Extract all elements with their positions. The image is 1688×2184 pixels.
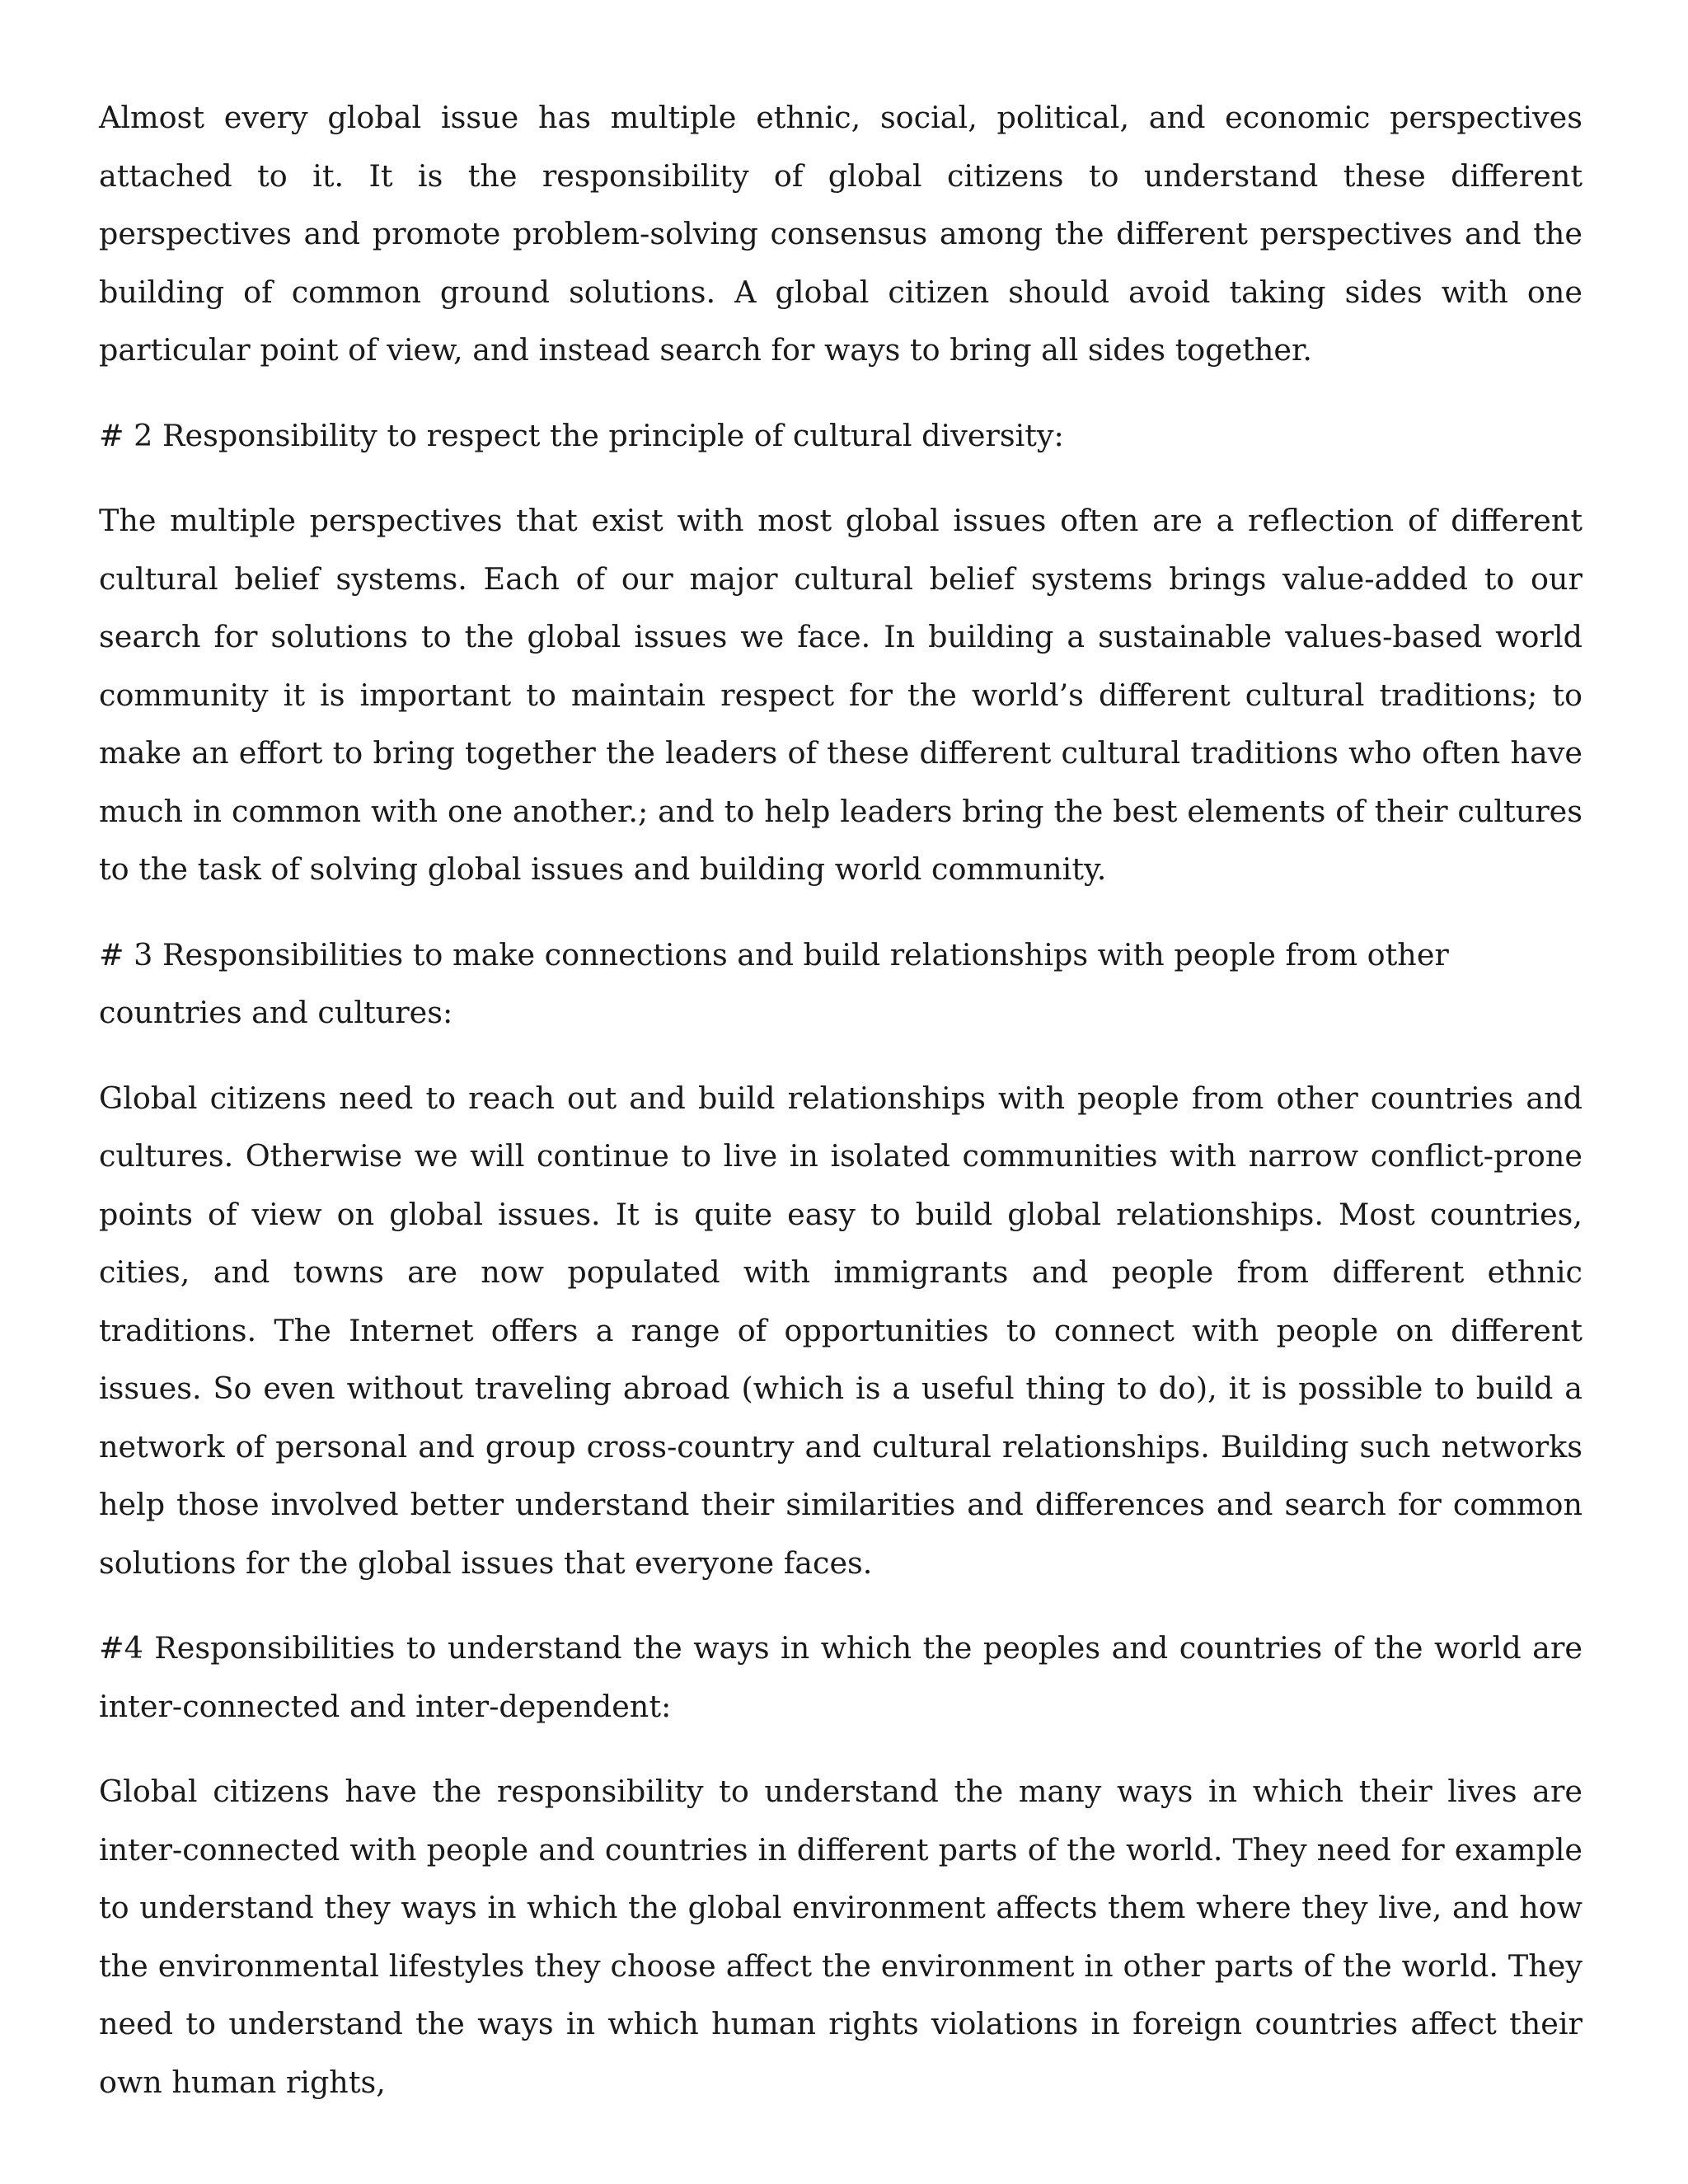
paragraph-connections: Global citizens need to reach out and build relationships with people from other countries and cultures. Otherwise we will continue to live in isolated communities with narrow conflict-prone points of view on global issues. It is quite easy to build global relationships. Most countries, cities, and towns are now populated with immigrants and people from different ethnic traditions. The Internet offers a range of opportunities to connect with people on different issues. So even without traveling abroad (which is a useful thing to do), it is possible to build a network of personal and group cross-country and cultural relationships. Building such networks help those involved better understand their similarities and differences and search for common solutions for the global issues that everyone faces. — [99, 1080, 1582, 1581]
heading-connections: # 3 Responsibilities to make connections and build relationships with people from other countries and cultures: — [99, 936, 1449, 1030]
paragraph-perspectives: Almost every global issue has multiple ethnic, social, political, and economic perspectives attached to it. It is the responsibility of global citizens to understand these different perspectives and promote problem-solving consensus among the different perspectives and the building of common ground solutions. A global citizen should avoid taking sides with one particular point of view, and instead search for ways to bring all sides together. — [99, 100, 1582, 368]
heading-cultural-diversity: # 2 Responsibility to respect the principle of cultural diversity: — [99, 417, 1064, 453]
paragraph-interconnected: Global citizens have the responsibility to understand the many ways in which their lives are inter-connected with people and countries in different parts of the world. They need for example to understand they ways in which the global environment affects them where they live, and how the environmental lifestyles they choose affect the environment in other parts of the world. They need to understand the ways in which human rights violations in foreign countries affect their own human rights, — [99, 1774, 1582, 2100]
paragraph-cultural-diversity: The multiple perspectives that exist with most global issues often are a reflection of different cultural belief systems. Each of our major cultural belief systems brings value-added to our search for solutions to the global issues we face. In building a sustainable values-based world community it is important to maintain respect for the world’s different cultural traditions; to make an effort to bring together the leaders of these different cultural traditions who often have much in common with one another.; and to help leaders bring the best elements of their cultures to the task of solving global issues and building world community. — [99, 503, 1582, 887]
document-page — [99, 89, 1582, 2139]
heading-interconnected: #4 Responsibilities to understand the ways in which the peoples and countries of the world are inter-connected and inter-dependent: — [99, 1630, 1582, 1724]
